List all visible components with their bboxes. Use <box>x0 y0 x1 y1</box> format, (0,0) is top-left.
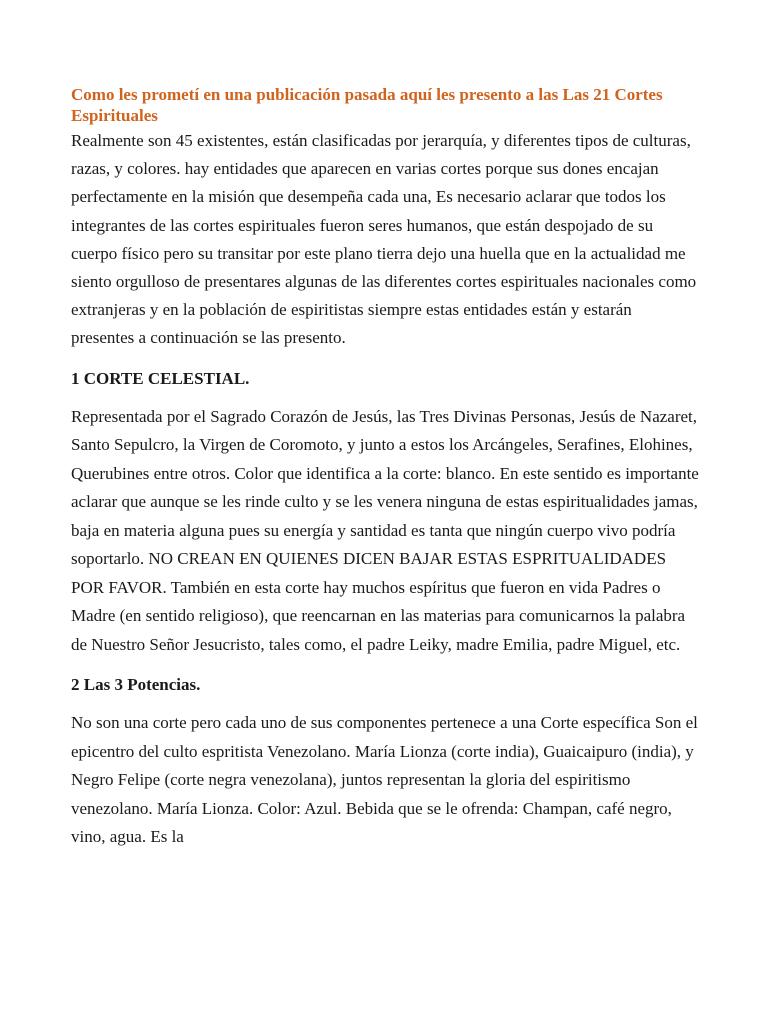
section-heading-corte-celestial: 1 CORTE CELESTIAL. <box>71 368 250 388</box>
section-body-corte-celestial: Representada por el Sagrado Corazón de Jesús, las Tres Divinas Personas, Jesús de Nazaret, Santo Sepulcro, la Virgen de Coromoto, y junto a estos los Arcángeles, Serafines, Elohines, Querubines entre otros. Color que identifica a la corte: blanco. En este sentido es importante aclarar que aunque se les rinde culto y se les venera ninguna de estas espiritualidades jamas, baja en materia alguna pues su energía y santidad es tanta que ningún cuerpo vivo podría soportarlo. NO CREAN EN QUIENES DICEN BAJAR ESTAS ESPRITUALIDADES POR FAVOR. También en esta corte hay muchos espíritus que fueron en vida Padres o Madre (en sentido religioso), que reencarnan en las materias para comunicarnos la palabra de Nuestro Señor Jesucristo, tales como, el padre Leiky, madre Emilia, padre Miguel, etc. <box>71 406 699 654</box>
document-page <box>71 84 699 852</box>
section-heading-las-3-potencias: 2 Las 3 Potencias. <box>71 675 201 695</box>
section-body-las-3-potencias: No son una corte pero cada uno de sus componentes pertenece a una Corte específica Son el epicentro del culto espritista Venezolano. María Lionza (corte india), Guaicaipuro (india), y Negro Felipe (corte negra venezolana), juntos representan la gloria del espiritismo venezolano. María Lionza. Color: Azul. Bebida que se le ofrenda: Champan, café negro, vino, agua. Es la <box>71 713 698 847</box>
intro-paragraph: Realmente son 45 existentes, están clasificadas por jerarquía, y diferentes tipos de culturas, razas, y colores. hay entidades que aparecen en varias cortes porque sus dones encajan perfectamente en la misión que desempeña cada una, Es necesario aclarar que todos los integrantes de las cortes espirituales fueron seres humanos, que están despojado de su cuerpo físico pero su transitar por este plano tierra dejo una huella que en la actualidad me siento orgulloso de presentares algunas de las diferentes cortes espirituales nacionales como extranjeras y en la población de espiritistas siempre estas entidades están y estarán presentes a continuación se las presento. <box>71 131 697 348</box>
document-title: Como les prometí en una publicación pasada aquí les presento a las Las 21 Cortes Espirituales <box>71 85 663 125</box>
